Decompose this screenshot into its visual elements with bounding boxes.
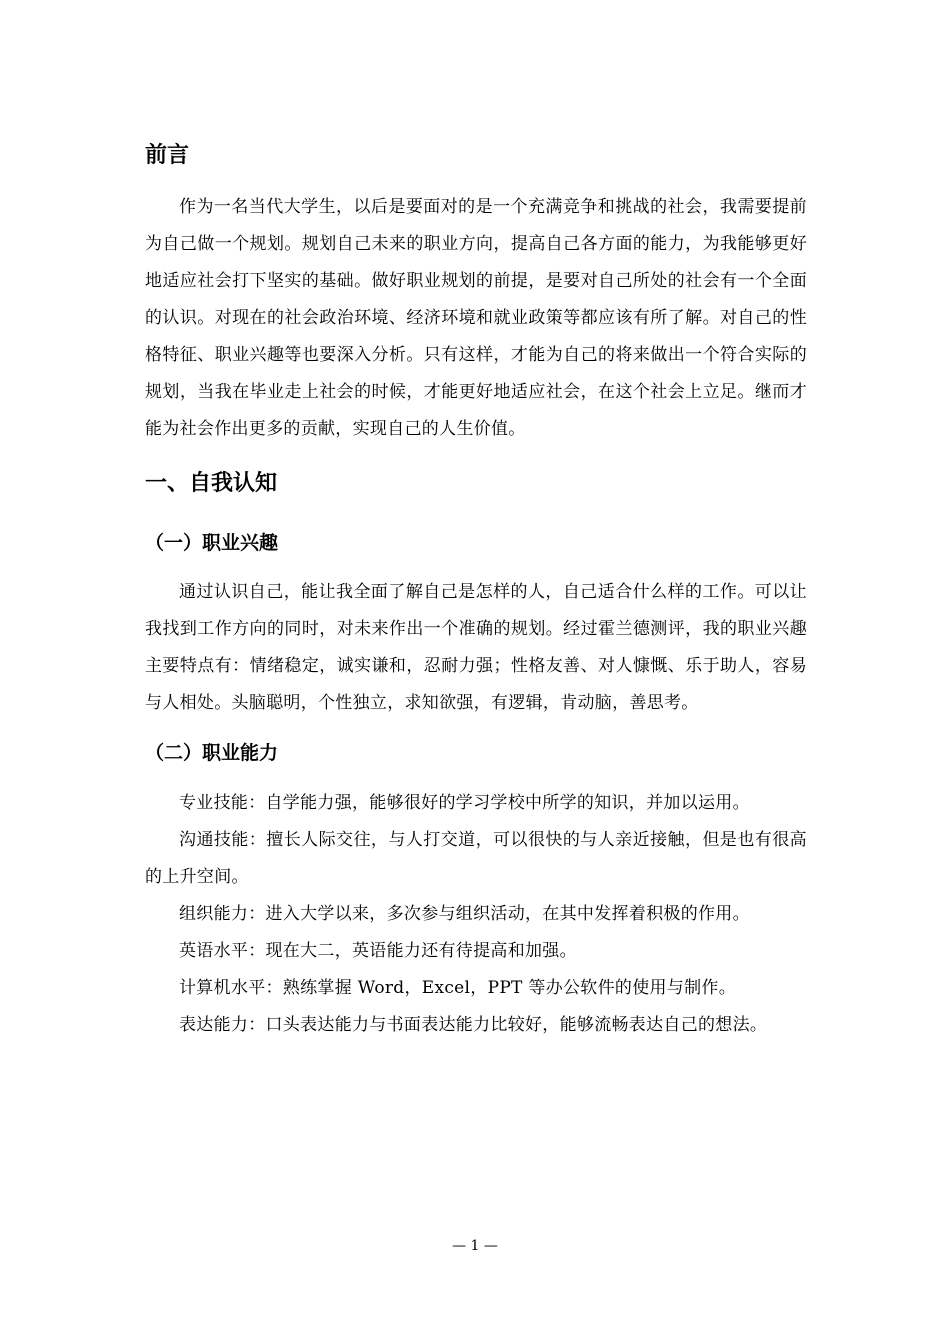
ability-item-communication: 沟通技能：擅长人际交往，与人打交道，可以很快的与人亲近接触，但是也有很高的上升空间。 xyxy=(145,830,807,887)
ability-item-english: 英语水平：现在大二，英语能力还有待提高和加强。 xyxy=(179,941,577,961)
interest-heading: （一）职业兴趣 xyxy=(145,532,279,554)
ability-list xyxy=(145,785,807,1044)
page-number: — 1 — xyxy=(452,1238,498,1254)
ability-item-organization: 组织能力：进入大学以来，多次参与组织活动，在其中发挥着积极的作用。 xyxy=(179,904,750,924)
page-content xyxy=(145,136,807,1044)
interest-paragraph: 通过认识自己，能让我全面了解自己是怎样的人，自己适合什么样的工作。可以让我找到工作方向的同时，对未来作出一个准确的规划。经过霍兰德测评，我的职业兴趣主要特点有：情绪稳定，诚实谦和，忍耐力强；性格友善、对人慷慨、乐于助人，容易与人相处。头脑聪明，个性独立，求知欲强，有逻辑，肯动脑，善思考。 xyxy=(145,582,807,713)
preface-paragraph: 作为一名当代大学生，以后是要面对的是一个充满竞争和挑战的社会，我需要提前为自己做一个规划。规划自己未来的职业方向，提高自己各方面的能力，为我能够更好地适应社会打下坚实的基础。做好职业规划的前提，是要对自己所处的社会有一个全面的认识。对现在的社会政治环境、经济环境和就业政策等都应该有所了解。对自己的性格特征、职业兴趣等也要深入分析。只有这样，才能为自己的将来做出一个符合实际的规划，当我在毕业走上社会的时候，才能更好地适应社会，在这个社会上立足。继而才能为社会作出更多的贡献，实现自己的人生价值。 xyxy=(145,197,807,439)
ability-heading: （二）职业能力 xyxy=(145,742,279,764)
ability-item-expression: 表达能力：口头表达能力与书面表达能力比较好，能够流畅表达自己的想法。 xyxy=(179,1015,768,1035)
preface-heading: 前言 xyxy=(145,143,190,168)
ability-item-professional: 专业技能：自学能力强，能够很好的学习学校中所学的知识，并加以运用。 xyxy=(179,793,750,813)
ability-item-computer: 计算机水平：熟练掌握 Word，Excel，PPT 等办公软件的使用与制作。 xyxy=(179,978,737,998)
section1-heading: 一、自我认知 xyxy=(145,471,278,496)
